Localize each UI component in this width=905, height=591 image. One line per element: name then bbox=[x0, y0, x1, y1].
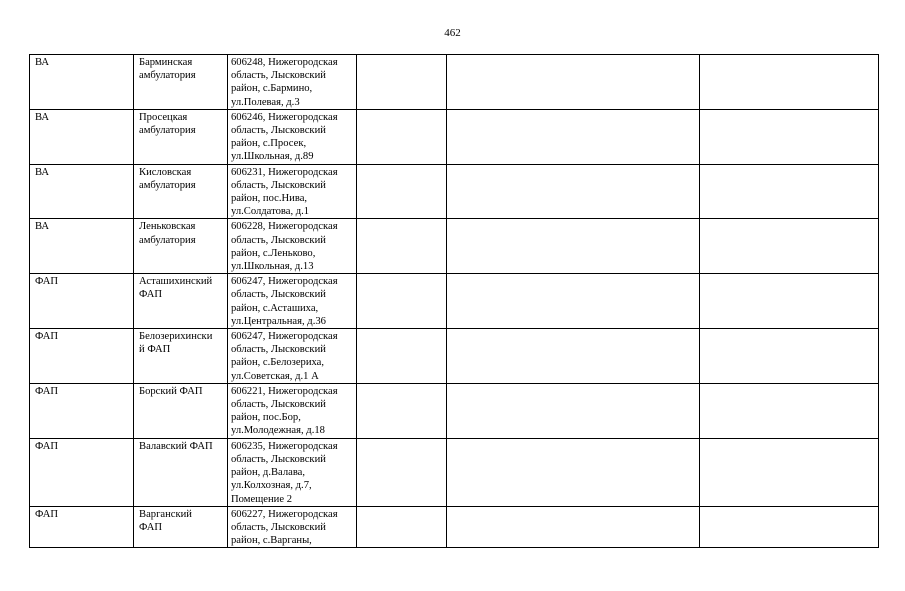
facility-address-line: Помещение 2 bbox=[231, 493, 292, 505]
empty-cell bbox=[700, 506, 879, 548]
empty-cell bbox=[447, 55, 700, 110]
facility-address-line: 606247, Нижегородская bbox=[231, 331, 338, 343]
facility-address-line: ул.Центральная, д.36 bbox=[231, 315, 326, 327]
facility-address-cell bbox=[228, 506, 357, 548]
facility-address-line: 606227, Нижегородская bbox=[231, 508, 338, 520]
empty-cell bbox=[447, 438, 700, 506]
facility-address-line: область, Лысковский bbox=[231, 453, 326, 465]
table-row bbox=[30, 109, 879, 164]
empty-cell bbox=[447, 383, 700, 438]
page-number: 462 bbox=[444, 27, 461, 39]
facility-address-line: район, с.Леньково, bbox=[231, 247, 316, 259]
facility-type-cell: ВА bbox=[30, 55, 134, 110]
table-row bbox=[30, 506, 879, 548]
facility-address-line: область, Лысковский bbox=[231, 521, 326, 533]
facility-address-line: район, с.Варганы, bbox=[231, 535, 312, 547]
facility-name-cell bbox=[134, 329, 228, 384]
facility-name-line: й ФАП bbox=[139, 344, 171, 356]
facilities-table-body bbox=[30, 55, 879, 548]
facility-name-line: Кисловская bbox=[139, 166, 192, 178]
facility-address-line: район, с.Просек, bbox=[231, 138, 307, 150]
empty-cell bbox=[447, 329, 700, 384]
facility-address-line: ул.Школьная, д.13 bbox=[231, 261, 314, 273]
facility-name-cell bbox=[134, 164, 228, 219]
facility-address-line: область, Лысковский bbox=[231, 289, 326, 301]
facility-address-line: 606247, Нижегородская bbox=[231, 276, 338, 288]
facility-type-cell: ФАП bbox=[30, 506, 134, 548]
facility-name-line: амбулатория bbox=[139, 234, 196, 246]
table-row bbox=[30, 383, 879, 438]
facility-address-line: область, Лысковский bbox=[231, 399, 326, 411]
facility-name-line: Белозерихински bbox=[139, 331, 213, 343]
facility-address-line: область, Лысковский bbox=[231, 125, 326, 137]
facility-name-line: ФАП bbox=[139, 289, 163, 301]
empty-cell bbox=[700, 383, 879, 438]
facility-name-cell bbox=[134, 506, 228, 548]
facility-name-cell bbox=[134, 274, 228, 329]
empty-cell bbox=[700, 219, 879, 274]
empty-cell bbox=[700, 109, 879, 164]
facility-address-line: 606228, Нижегородская bbox=[231, 221, 338, 233]
facility-type-cell: ФАП bbox=[30, 383, 134, 438]
empty-cell bbox=[357, 438, 447, 506]
facility-address-line: район, пос.Бор, bbox=[231, 412, 301, 424]
facility-name-line: амбулатория bbox=[139, 125, 196, 137]
empty-cell bbox=[447, 164, 700, 219]
empty-cell bbox=[447, 274, 700, 329]
facility-address-line: 606221, Нижегородская bbox=[231, 385, 338, 397]
facility-address-line: 606235, Нижегородская bbox=[231, 440, 338, 452]
facility-address-line: ул.Солдатова, д.1 bbox=[231, 206, 310, 218]
facility-address-line: 606246, Нижегородская bbox=[231, 111, 338, 123]
facility-address-line: область, Лысковский bbox=[231, 344, 326, 356]
empty-cell bbox=[700, 55, 879, 110]
facility-address-line: область, Лысковский bbox=[231, 70, 326, 82]
facility-name-cell bbox=[134, 438, 228, 506]
table-row bbox=[30, 164, 879, 219]
facility-name-line: Асташихинский bbox=[139, 276, 213, 288]
facility-address-line: область, Лысковский bbox=[231, 234, 326, 246]
facility-address-line: ул.Советская, д.1 А bbox=[231, 370, 319, 382]
facility-address-line: ул.Колхозная, д.7, bbox=[231, 480, 312, 492]
empty-cell bbox=[357, 274, 447, 329]
facility-name-cell bbox=[134, 55, 228, 110]
facility-address-cell bbox=[228, 164, 357, 219]
facility-name-line: Леньковская bbox=[139, 221, 196, 233]
facilities-table bbox=[29, 54, 879, 548]
facility-address-cell bbox=[228, 219, 357, 274]
facility-name-line: амбулатория bbox=[139, 179, 196, 191]
empty-cell bbox=[700, 329, 879, 384]
facility-address-cell bbox=[228, 109, 357, 164]
empty-cell bbox=[700, 164, 879, 219]
facility-address-line: район, с.Бармино, bbox=[231, 83, 313, 95]
empty-cell bbox=[357, 329, 447, 384]
facility-name-cell bbox=[134, 219, 228, 274]
facility-type-cell: ВА bbox=[30, 164, 134, 219]
empty-cell bbox=[700, 438, 879, 506]
facility-name-cell bbox=[134, 383, 228, 438]
facility-address-line: район, с.Асташиха, bbox=[231, 302, 319, 314]
empty-cell bbox=[447, 109, 700, 164]
empty-cell bbox=[357, 383, 447, 438]
facility-address-line: 606231, Нижегородская bbox=[231, 166, 338, 178]
facility-address-line: район, д.Валава, bbox=[231, 467, 306, 479]
facility-type-cell: ФАП bbox=[30, 438, 134, 506]
facility-address-cell bbox=[228, 383, 357, 438]
table-row bbox=[30, 329, 879, 384]
facility-name-line: Барминская bbox=[139, 57, 193, 68]
facility-type-cell: ВА bbox=[30, 219, 134, 274]
facility-address-line: район, с.Белозериха, bbox=[231, 357, 325, 369]
facility-address-cell bbox=[228, 438, 357, 506]
facility-name-line: ФАП bbox=[139, 521, 163, 533]
table-row bbox=[30, 438, 879, 506]
facility-address-line: район, пос.Нива, bbox=[231, 193, 308, 205]
empty-cell bbox=[357, 219, 447, 274]
empty-cell bbox=[700, 274, 879, 329]
empty-cell bbox=[357, 55, 447, 110]
facility-type-cell: ФАП bbox=[30, 329, 134, 384]
facility-type-cell: ФАП bbox=[30, 274, 134, 329]
table-row bbox=[30, 219, 879, 274]
empty-cell bbox=[357, 109, 447, 164]
facility-name-line: Валавский ФАП bbox=[139, 440, 213, 452]
facility-address-line: ул.Молодежная, д.18 bbox=[231, 425, 325, 437]
facility-name-line: Борский ФАП bbox=[139, 385, 203, 397]
facility-name-line: Просецкая bbox=[139, 111, 188, 123]
facility-name-line: Варганский bbox=[139, 508, 192, 520]
facility-address-line: область, Лысковский bbox=[231, 179, 326, 191]
table-row bbox=[30, 274, 879, 329]
empty-cell bbox=[357, 164, 447, 219]
facility-address-cell bbox=[228, 274, 357, 329]
facility-name-line: амбулатория bbox=[139, 70, 196, 82]
table-row bbox=[30, 55, 879, 110]
facility-address-line: 606248, Нижегородская bbox=[231, 57, 338, 68]
facility-address-cell bbox=[228, 55, 357, 110]
empty-cell bbox=[447, 506, 700, 548]
facility-address-cell bbox=[228, 329, 357, 384]
empty-cell bbox=[447, 219, 700, 274]
facility-address-line: ул.Полевая, д.3 bbox=[231, 96, 300, 108]
facility-name-cell bbox=[134, 109, 228, 164]
facility-type-cell: ВА bbox=[30, 109, 134, 164]
empty-cell bbox=[357, 506, 447, 548]
facility-address-line: ул.Школьная, д.89 bbox=[231, 151, 314, 163]
